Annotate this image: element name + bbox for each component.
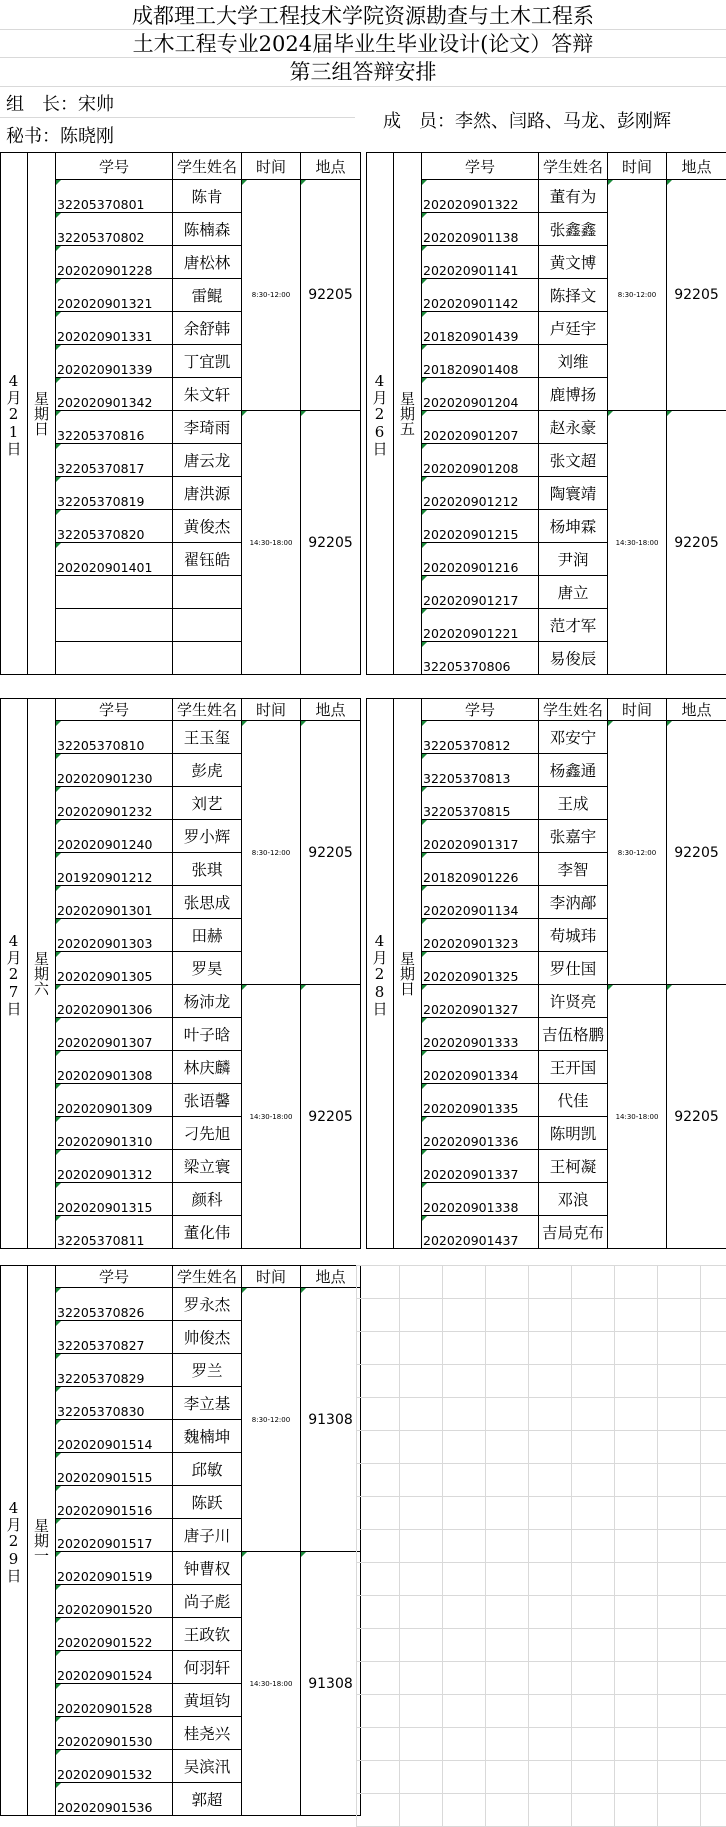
student-id: 202020901303 [56, 919, 173, 952]
divider [0, 117, 355, 118]
student-name: 王开国 [539, 1051, 608, 1084]
student-name: 刘艺 [173, 787, 242, 820]
student-name [173, 609, 242, 642]
student-name: 陈跃 [173, 1486, 242, 1519]
column-header-location: 地点 [301, 153, 361, 180]
divider [0, 86, 726, 87]
column-header-name: 学生姓名 [173, 153, 242, 180]
student-id: 202020901216 [422, 543, 539, 576]
student-name: 邓安宁 [539, 721, 608, 754]
session-location: 92205 [301, 721, 361, 985]
student-id: 202020901232 [56, 787, 173, 820]
student-name: 丁宜凯 [173, 345, 242, 378]
student-id: 202020901321 [56, 279, 173, 312]
student-id: 202020901520 [56, 1585, 173, 1618]
student-name: 鹿博扬 [539, 378, 608, 411]
student-id: 202020901336 [422, 1117, 539, 1150]
student-id: 202020901536 [56, 1783, 173, 1816]
student-id: 202020901310 [56, 1117, 173, 1150]
student-id: 202020901307 [56, 1018, 173, 1051]
student-name: 易俊辰 [539, 642, 608, 675]
schedule-block [0, 698, 361, 1249]
student-name [173, 576, 242, 609]
student-name: 张语馨 [173, 1084, 242, 1117]
column-header-time: 时间 [608, 699, 667, 721]
student-id: 202020901317 [422, 820, 539, 853]
student-id: 202020901142 [422, 279, 539, 312]
weekday-cell: 星期日 [28, 153, 56, 675]
student-name: 黄垣钧 [173, 1684, 242, 1717]
student-id: 202020901516 [56, 1486, 173, 1519]
student-name: 陶寰靖 [539, 477, 608, 510]
session-location: 92205 [667, 985, 726, 1249]
student-id: 202020901138 [422, 213, 539, 246]
student-id: 202020901305 [56, 952, 173, 985]
student-name: 黄文博 [539, 246, 608, 279]
student-id: 202020901301 [56, 886, 173, 919]
date-cell: 4月27日 [1, 699, 28, 1249]
student-id: 32205370820 [56, 510, 173, 543]
student-name: 唐洪源 [173, 477, 242, 510]
student-id: 202020901337 [422, 1150, 539, 1183]
student-name: 张嘉宇 [539, 820, 608, 853]
session-location: 92205 [301, 411, 361, 675]
student-id: 202020901342 [56, 378, 173, 411]
session-location: 91308 [301, 1288, 361, 1552]
student-name: 杨沛龙 [173, 985, 242, 1018]
student-name: 罗永杰 [173, 1288, 242, 1321]
student-name [173, 642, 242, 675]
student-name: 田赫 [173, 919, 242, 952]
student-name: 尹润 [539, 543, 608, 576]
student-id: 202020901312 [56, 1150, 173, 1183]
student-name: 桂尧兴 [173, 1717, 242, 1750]
student-id: 202020901339 [56, 345, 173, 378]
student-id: 201920901212 [56, 853, 173, 886]
student-id: 32205370816 [56, 411, 173, 444]
date-cell: 4月26日 [367, 153, 394, 675]
student-id: 202020901515 [56, 1453, 173, 1486]
student-name: 王成 [539, 787, 608, 820]
student-id: 202020901207 [422, 411, 539, 444]
student-name: 雷鲲 [173, 279, 242, 312]
student-id: 202020901322 [422, 180, 539, 213]
student-id: 32205370801 [56, 180, 173, 213]
student-name: 郭超 [173, 1783, 242, 1816]
student-id: 32205370810 [56, 721, 173, 754]
student-id: 32205370819 [56, 477, 173, 510]
student-id: 202020901338 [422, 1183, 539, 1216]
date-cell: 4月21日 [1, 153, 28, 675]
column-header-name: 学生姓名 [173, 699, 242, 721]
student-name: 吴滨汛 [173, 1750, 242, 1783]
table-header-row [1, 1266, 361, 1288]
leader-label: 组 长：宋帅 [6, 94, 114, 115]
student-id: 202020901306 [56, 985, 173, 1018]
student-name: 唐松林 [173, 246, 242, 279]
student-name: 帅俊杰 [173, 1321, 242, 1354]
student-id: 202020901323 [422, 919, 539, 952]
student-name: 许贤亮 [539, 985, 608, 1018]
student-name: 陈明凯 [539, 1117, 608, 1150]
student-name: 叶子晗 [173, 1018, 242, 1051]
student-id: 202020901315 [56, 1183, 173, 1216]
student-id: 202020901532 [56, 1750, 173, 1783]
student-name: 罗昊 [173, 952, 242, 985]
student-name: 李立基 [173, 1387, 242, 1420]
student-id [56, 609, 173, 642]
column-header-time: 时间 [242, 153, 301, 180]
student-id: 202020901134 [422, 886, 539, 919]
student-id: 202020901333 [422, 1018, 539, 1051]
student-name: 翟钰皓 [173, 543, 242, 576]
column-header-name: 学生姓名 [539, 153, 608, 180]
student-id: 202020901334 [422, 1051, 539, 1084]
student-id: 202020901228 [56, 246, 173, 279]
student-name: 罗兰 [173, 1354, 242, 1387]
schedule-block [0, 152, 361, 675]
student-name: 吉局克布 [539, 1216, 608, 1249]
student-id: 202020901208 [422, 444, 539, 477]
student-name: 唐立 [539, 576, 608, 609]
session-location: 92205 [667, 721, 726, 985]
student-name: 张思成 [173, 886, 242, 919]
student-name: 范才军 [539, 609, 608, 642]
student-name: 黄俊杰 [173, 510, 242, 543]
student-id: 32205370811 [56, 1216, 173, 1249]
student-id: 202020901230 [56, 754, 173, 787]
column-header-time: 时间 [608, 153, 667, 180]
student-id: 202020901221 [422, 609, 539, 642]
column-header-name: 学生姓名 [539, 699, 608, 721]
student-name: 李汭鄗 [539, 886, 608, 919]
student-id: 202020901401 [56, 543, 173, 576]
weekday-cell: 星期五 [394, 153, 422, 675]
student-name: 杨鑫通 [539, 754, 608, 787]
column-header-name: 学生姓名 [173, 1266, 242, 1288]
session-time: 14:30-18:00 [608, 411, 667, 675]
student-name: 王柯凝 [539, 1150, 608, 1183]
student-id: 32205370827 [56, 1321, 173, 1354]
student-id: 202020901309 [56, 1084, 173, 1117]
student-name: 唐云龙 [173, 444, 242, 477]
session-time: 8:30-12:00 [242, 180, 301, 411]
student-name: 张文超 [539, 444, 608, 477]
student-name: 董有为 [539, 180, 608, 213]
student-id: 202020901530 [56, 1717, 173, 1750]
session-location: 92205 [301, 180, 361, 411]
student-name: 邓浪 [539, 1183, 608, 1216]
student-name: 魏楠坤 [173, 1420, 242, 1453]
column-header-id: 学号 [56, 153, 173, 180]
column-header-id: 学号 [422, 699, 539, 721]
student-name: 李琦雨 [173, 411, 242, 444]
student-name: 罗小辉 [173, 820, 242, 853]
student-id: 32205370806 [422, 642, 539, 675]
session-time: 8:30-12:00 [242, 721, 301, 985]
table-header-row [1, 153, 361, 180]
student-name: 尚子彪 [173, 1585, 242, 1618]
student-id: 202020901215 [422, 510, 539, 543]
student-id: 202020901212 [422, 477, 539, 510]
student-name: 吉伍格鹏 [539, 1018, 608, 1051]
session-location: 92205 [301, 985, 361, 1249]
column-header-location: 地点 [301, 699, 361, 721]
student-name: 刁先旭 [173, 1117, 242, 1150]
session-time: 14:30-18:00 [242, 1552, 301, 1816]
student-name: 陈肯 [173, 180, 242, 213]
student-name: 卢廷宇 [539, 312, 608, 345]
schedule-block [366, 152, 726, 675]
student-name: 唐子川 [173, 1519, 242, 1552]
student-name: 朱文轩 [173, 378, 242, 411]
column-header-id: 学号 [422, 153, 539, 180]
student-id: 202020901437 [422, 1216, 539, 1249]
date-cell: 4月28日 [367, 699, 394, 1249]
student-name: 罗仕国 [539, 952, 608, 985]
student-id: 201820901439 [422, 312, 539, 345]
student-id: 32205370812 [422, 721, 539, 754]
student-name: 赵永豪 [539, 411, 608, 444]
column-header-time: 时间 [242, 1266, 301, 1288]
student-id: 32205370817 [56, 444, 173, 477]
student-id [56, 642, 173, 675]
student-id: 202020901517 [56, 1519, 173, 1552]
table-header-row [367, 699, 726, 721]
student-id: 32205370815 [422, 787, 539, 820]
student-name: 王玉玺 [173, 721, 242, 754]
student-id: 201820901226 [422, 853, 539, 886]
student-id: 202020901141 [422, 246, 539, 279]
student-name: 彭虎 [173, 754, 242, 787]
student-name: 梁立寰 [173, 1150, 242, 1183]
student-name: 代佳 [539, 1084, 608, 1117]
student-id: 32205370802 [56, 213, 173, 246]
student-id [56, 576, 173, 609]
student-name: 陈择文 [539, 279, 608, 312]
student-id: 32205370829 [56, 1354, 173, 1387]
student-id: 202020901240 [56, 820, 173, 853]
column-header-time: 时间 [242, 699, 301, 721]
student-id: 32205370813 [422, 754, 539, 787]
student-name: 王政钦 [173, 1618, 242, 1651]
weekday-cell: 星期六 [28, 699, 56, 1249]
student-id: 201820901408 [422, 345, 539, 378]
column-header-id: 学号 [56, 1266, 173, 1288]
student-name: 颜科 [173, 1183, 242, 1216]
title-line-3: 第三组答辩安排 [289, 60, 437, 84]
title-line-2: 土木工程专业2024届毕业生毕业设计(论文）答辩 [132, 32, 594, 56]
empty-spreadsheet-grid [356, 1265, 726, 1827]
student-name: 邱敏 [173, 1453, 242, 1486]
column-header-id: 学号 [56, 699, 173, 721]
session-location: 91308 [301, 1552, 361, 1816]
student-id: 202020901519 [56, 1552, 173, 1585]
student-name: 苟城玮 [539, 919, 608, 952]
table-header-row [367, 153, 726, 180]
student-name: 陈楠森 [173, 213, 242, 246]
student-id: 202020901528 [56, 1684, 173, 1717]
student-name: 张鑫鑫 [539, 213, 608, 246]
student-id: 32205370830 [56, 1387, 173, 1420]
student-id: 202020901524 [56, 1651, 173, 1684]
weekday-cell: 星期日 [394, 699, 422, 1249]
student-name: 林庆麟 [173, 1051, 242, 1084]
student-name: 余舒韩 [173, 312, 242, 345]
session-time: 8:30-12:00 [242, 1288, 301, 1552]
secretary-label: 秘书：陈晓刚 [6, 126, 114, 147]
student-name: 董化伟 [173, 1216, 242, 1249]
student-id: 202020901327 [422, 985, 539, 1018]
session-time: 8:30-12:00 [608, 721, 667, 985]
student-id: 32205370826 [56, 1288, 173, 1321]
schedule-block [0, 1265, 361, 1816]
student-id: 202020901522 [56, 1618, 173, 1651]
members-label: 成 员：李然、闫路、马龙、彭刚辉 [383, 111, 671, 132]
date-cell: 4月29日 [1, 1266, 28, 1816]
student-id: 202020901514 [56, 1420, 173, 1453]
table-header-row [1, 699, 361, 721]
student-id: 202020901325 [422, 952, 539, 985]
column-header-location: 地点 [667, 153, 726, 180]
student-name: 张琪 [173, 853, 242, 886]
session-time: 14:30-18:00 [242, 411, 301, 675]
student-id: 202020901308 [56, 1051, 173, 1084]
student-id: 202020901217 [422, 576, 539, 609]
student-id: 202020901331 [56, 312, 173, 345]
student-name: 何羽轩 [173, 1651, 242, 1684]
weekday-cell: 星期一 [28, 1266, 56, 1816]
title-line-1: 成都理工大学工程技术学院资源勘查与土木工程系 [132, 4, 594, 28]
schedule-block [366, 698, 726, 1249]
session-time: 14:30-18:00 [608, 985, 667, 1249]
student-name: 杨坤霖 [539, 510, 608, 543]
session-time: 14:30-18:00 [242, 985, 301, 1249]
student-name: 刘维 [539, 345, 608, 378]
column-header-location: 地点 [667, 699, 726, 721]
column-header-location: 地点 [301, 1266, 361, 1288]
student-name: 钟曹权 [173, 1552, 242, 1585]
student-id: 202020901335 [422, 1084, 539, 1117]
student-name: 李智 [539, 853, 608, 886]
student-id: 202020901204 [422, 378, 539, 411]
session-time: 8:30-12:00 [608, 180, 667, 411]
session-location: 92205 [667, 411, 726, 675]
session-location: 92205 [667, 180, 726, 411]
